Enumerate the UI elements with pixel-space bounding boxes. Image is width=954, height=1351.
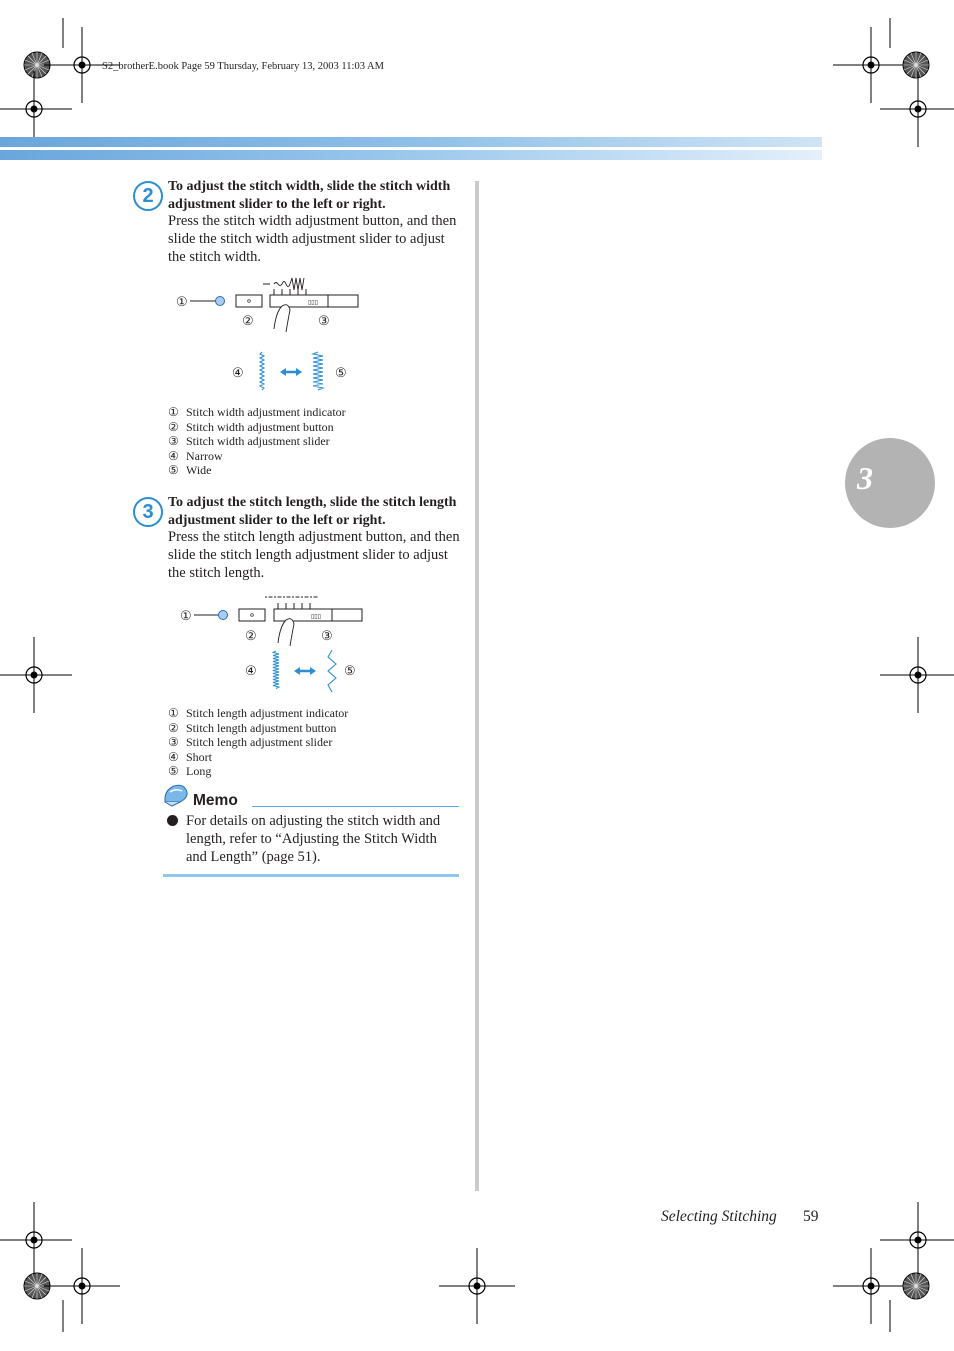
length-adjustment-button [239, 609, 265, 621]
step-3-body: Press the stitch length adjustment button, and then slide the stitch length adjustment slider to adjust the stitch length. [168, 529, 460, 581]
legend-item: ④ Short [168, 749, 213, 764]
legend-item: ② Stitch width adjustment button [168, 419, 334, 434]
memo-rule [252, 806, 459, 807]
svg-text:③: ③ [318, 313, 330, 328]
finger-icon [278, 619, 294, 646]
step-2-title: To adjust the stitch width, slide the stitch width adjustment slider to the left or right. [168, 179, 451, 212]
finger-icon [274, 305, 290, 332]
svg-text:③: ③ [321, 628, 333, 643]
chapter-number: 3 [857, 460, 873, 496]
narrow-stitch-icon [260, 352, 264, 390]
long-stitch-icon [328, 650, 336, 692]
width-adjustment-button [236, 295, 262, 307]
callout-1: ① [176, 294, 188, 309]
stitch-width-illustration [170, 272, 370, 402]
svg-text:②: ② [245, 628, 257, 643]
legend-item: ③ Stitch width adjustment slider [168, 434, 330, 448]
callout-4: ④ [232, 365, 244, 380]
svg-text:▯▯▯: ▯▯▯ [308, 300, 318, 306]
svg-text:②: ② [242, 313, 254, 328]
step-2-legend [168, 405, 346, 478]
legend-item: ⑤ Long [168, 764, 212, 778]
step-3-title: To adjust the stitch length, slide the stitch length adjustment slider to the left or right. [168, 495, 457, 528]
width-indicator-led [216, 297, 225, 306]
memo-body: For details on adjusting the stitch width and length, refer to “Adjusting the Stitch Width and Length” (page 51). [186, 813, 441, 865]
length-indicator-led [219, 611, 228, 620]
legend-item: ④ Narrow [168, 448, 223, 463]
page-number: 59 [803, 1208, 819, 1225]
step-3-legend [168, 706, 348, 779]
svg-text:▯▯▯: ▯▯▯ [311, 614, 321, 620]
callout-1: ① [180, 608, 192, 623]
legend-item: ② Stitch length adjustment button [168, 720, 337, 735]
step-2-number: 2 [133, 181, 163, 211]
print-header-info: S2_brotherE.book Page 59 Thursday, February 13, 2003 11:03 AM [102, 61, 384, 72]
callout-5: ⑤ [335, 365, 347, 380]
header-band-bottom [0, 150, 822, 160]
memo-bottom-rule [163, 874, 459, 877]
legend-item: ③ Stitch length adjustment slider [168, 735, 333, 749]
short-stitch-icon [273, 651, 279, 689]
footer-section-title: Selecting Stitching [661, 1208, 777, 1225]
stitch-length-illustration [172, 588, 372, 698]
memo-bullet [167, 815, 178, 826]
callout-4: ④ [245, 663, 257, 678]
legend-item: ① Stitch width adjustment indicator [168, 405, 346, 419]
memo-title: Memo [193, 792, 238, 809]
wide-stitch-icon [313, 352, 323, 390]
legend-item: ⑤ Wide [168, 463, 212, 477]
header-band-top [0, 137, 822, 147]
step-3-number: 3 [133, 497, 163, 527]
callout-5: ⑤ [344, 663, 356, 678]
legend-item: ① Stitch length adjustment indicator [168, 706, 349, 720]
memo-icon [162, 782, 190, 808]
chapter-tab [845, 438, 935, 528]
column-divider [475, 181, 479, 1191]
step-2-body: Press the stitch width adjustment button, and then slide the stitch width adjustment slider to adjust the stitch width. [168, 213, 457, 265]
